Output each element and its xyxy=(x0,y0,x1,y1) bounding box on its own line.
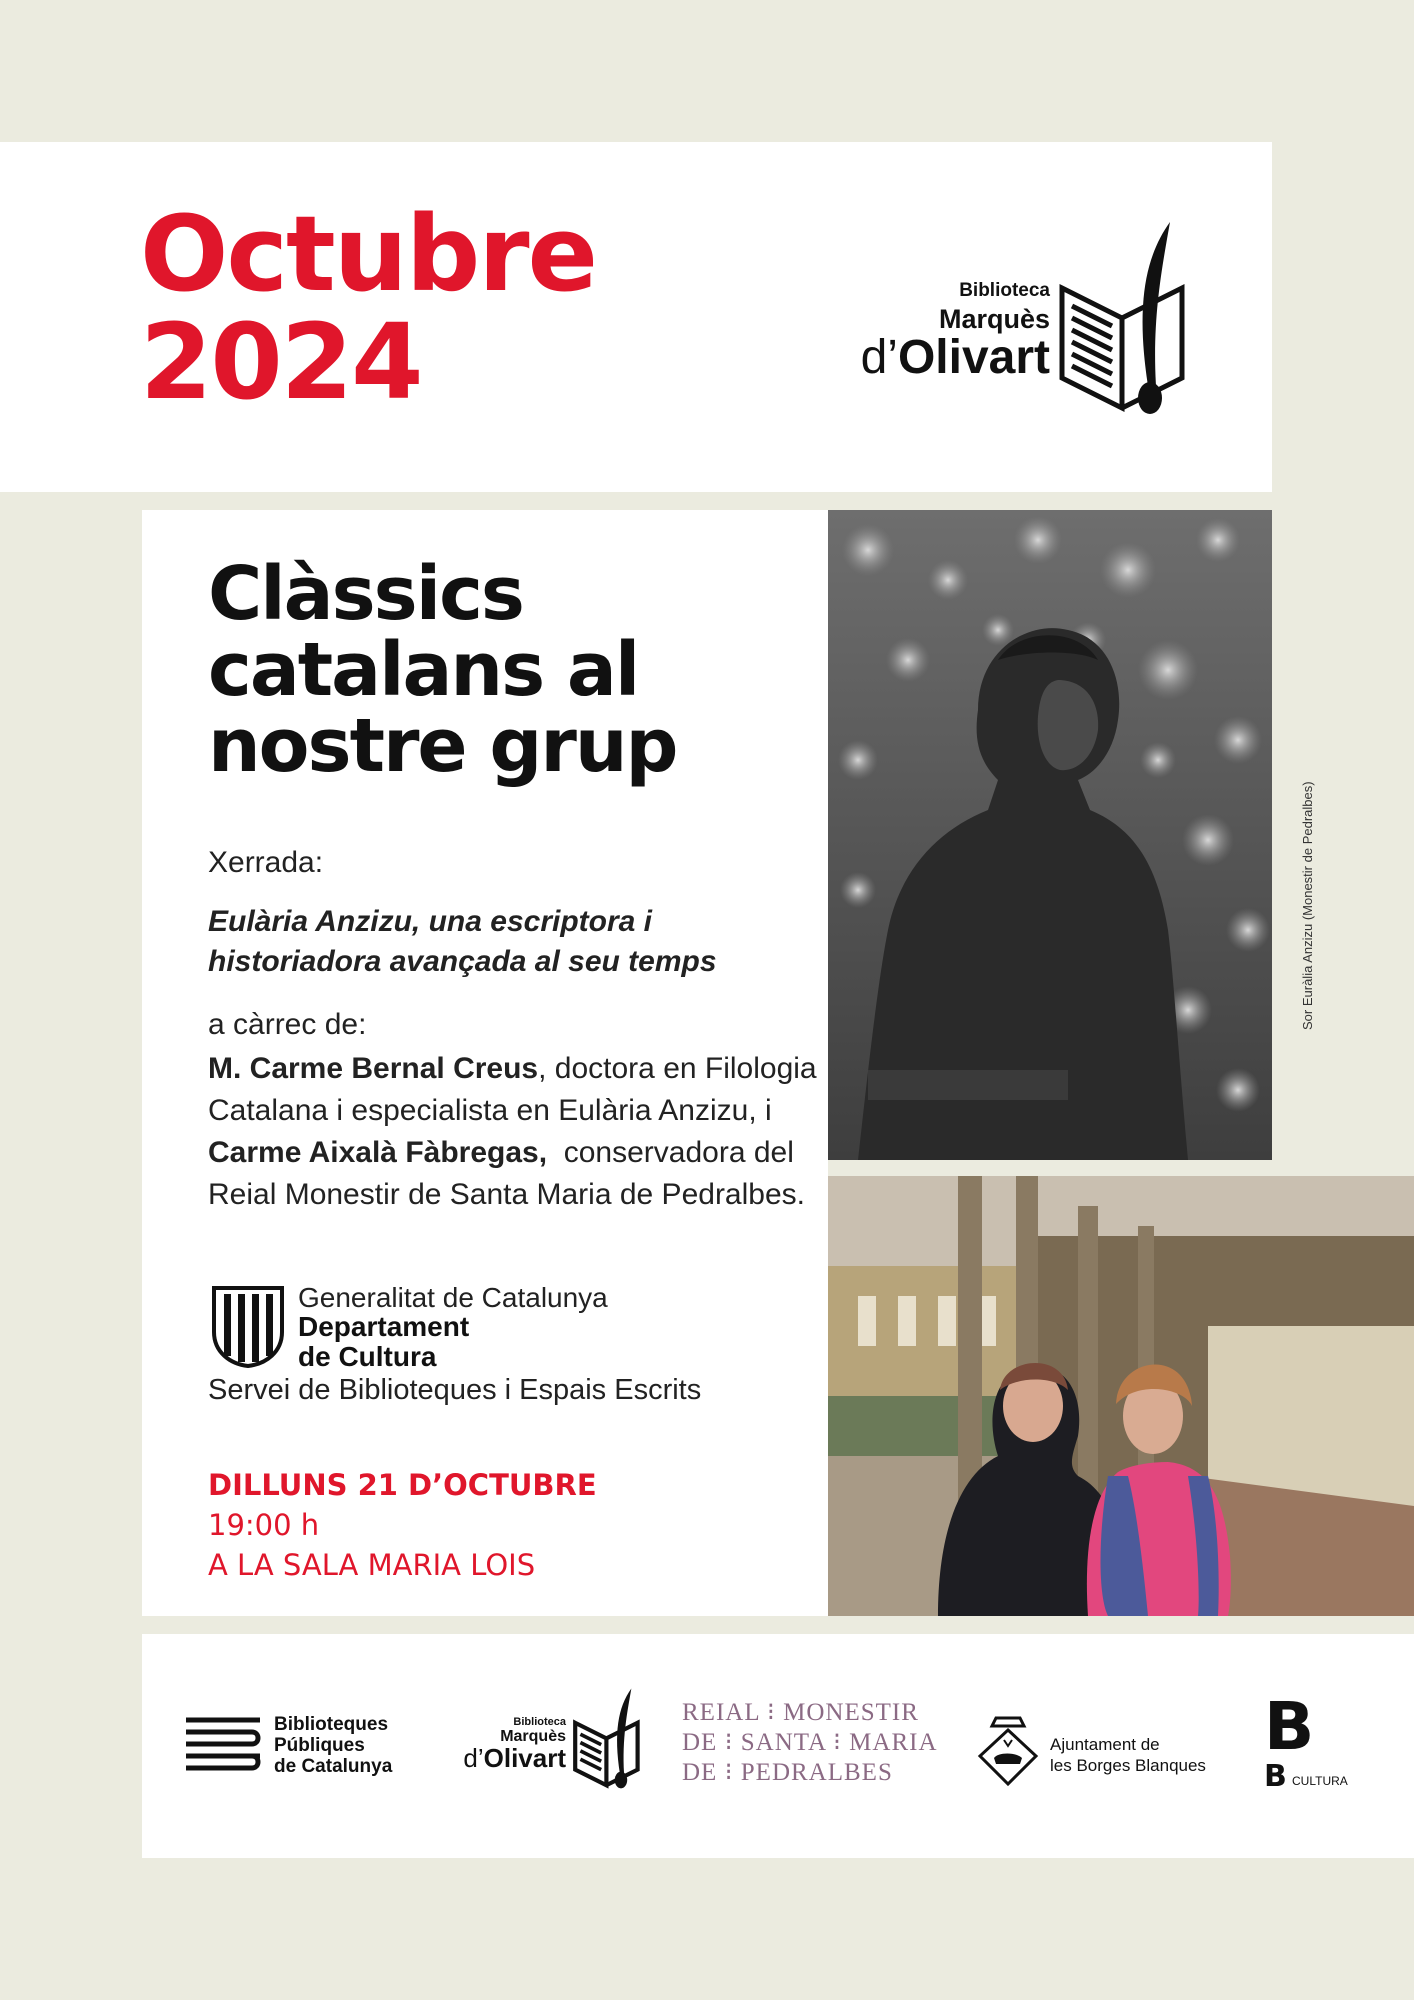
municipal-shield-icon xyxy=(976,1712,1040,1788)
bpc-label-line: de Catalunya xyxy=(274,1756,393,1777)
speaker2-line2: Reial Monestir de Santa Maria de Pedralbes. xyxy=(208,1178,805,1211)
bcultura-big-b: B xyxy=(1264,1688,1315,1765)
biblioteques-publiques-logo xyxy=(182,1710,422,1780)
month-title-line2: 2024 xyxy=(140,301,422,423)
monestir-line: REIAL ⁝ MONESTIR xyxy=(682,1699,919,1726)
generalitat-service: Servei de Biblioteques i Espais Escrits xyxy=(208,1374,702,1406)
ajuntament-label-line: les Borges Blanques xyxy=(1050,1756,1206,1775)
monestir-line: DE ⁝ SANTA ⁝ MARIA xyxy=(682,1729,938,1756)
event-time: 19:00 h xyxy=(208,1508,320,1542)
speaker1-desc: , doctora en Filologia xyxy=(538,1052,817,1085)
talk-title-line: Eulària Anzizu, una escriptora i xyxy=(208,905,652,938)
speaker2-line1 xyxy=(208,1132,808,1174)
generalitat-shield-icon xyxy=(208,1282,288,1368)
footer-library-bold: Olivart xyxy=(483,1743,566,1773)
monestir-line: DE ⁝ PEDRALBES xyxy=(682,1759,893,1786)
event-place: A LA SALA MARIA LOIS xyxy=(208,1548,536,1582)
library-logo-line1: Biblioteca xyxy=(959,280,1050,301)
library-logo-bold: Olivart xyxy=(897,331,1050,384)
speaker2-desc: conservadora del xyxy=(547,1136,794,1169)
month-title-line1: Octubre xyxy=(140,193,597,315)
series-title-line: nostre grup xyxy=(208,703,677,789)
event-date: DILLUNS 21 D’OCTUBRE xyxy=(208,1468,597,1502)
speaker1-name: M. Carme Bernal Creus xyxy=(208,1052,539,1085)
speaker1-line2: Catalana i especialista en Eulària Anzizu, i xyxy=(208,1094,772,1127)
by-label: a càrrec de: xyxy=(208,1008,367,1041)
library-logo-line3 xyxy=(861,330,1050,385)
bcultura-small-b: B xyxy=(1264,1759,1287,1794)
footer-library-line3 xyxy=(463,1743,566,1774)
library-logo xyxy=(820,218,1210,428)
talk-label: Xerrada: xyxy=(208,846,324,879)
talk-title-line: historiadora avançada al seu temps xyxy=(208,945,717,978)
photo-credit: Sor Euràlia Anzizu (Monestir de Pedralbes) xyxy=(1300,781,1315,1030)
library-logo-prefix: d’ xyxy=(860,331,898,384)
bpc-label-line: Biblioteques xyxy=(274,1714,389,1735)
footer-library-line1: Biblioteca xyxy=(513,1716,566,1728)
bcultura-label: CULTURA xyxy=(1292,1774,1348,1788)
footer-library-prefix: d’ xyxy=(463,1743,484,1773)
borges-cultura-logo xyxy=(1264,1688,1374,1800)
talk-title xyxy=(208,902,808,982)
bpc-label xyxy=(274,1714,392,1777)
speaker1-line1 xyxy=(208,1048,817,1090)
library-logo-line2: Marquès xyxy=(938,304,1050,334)
generalitat-name: Generalitat de Catalunya xyxy=(298,1282,608,1313)
footer-library-logo xyxy=(448,1686,648,1796)
generalitat-dept-line: de Cultura xyxy=(298,1341,437,1372)
ajuntament-borges-logo xyxy=(976,1712,1226,1792)
book-quill-icon xyxy=(570,1686,648,1796)
bpc-label-line: Públiques xyxy=(274,1735,365,1756)
series-title xyxy=(208,551,828,789)
speakers xyxy=(208,1048,817,1216)
cloister-speakers-photo xyxy=(828,1176,1414,1616)
month-title xyxy=(140,193,597,423)
generalitat-dept-line: Departament xyxy=(298,1311,470,1342)
historical-portrait-photo xyxy=(828,510,1272,1160)
monestir-pedralbes-logo xyxy=(682,1698,942,1788)
speaker2-name: Carme Aixalà Fàbregas, xyxy=(208,1136,548,1169)
bpc-lines-icon xyxy=(182,1712,266,1776)
book-quill-icon xyxy=(1052,218,1202,428)
footer-library-line2: Marquès xyxy=(500,1728,566,1745)
series-title-line: Clàssics xyxy=(208,551,523,637)
ajuntament-label xyxy=(1050,1734,1206,1776)
generalitat-department xyxy=(298,1312,469,1372)
series-title-line: catalans al xyxy=(208,627,639,713)
ajuntament-label-line: Ajuntament de xyxy=(1050,1735,1160,1754)
